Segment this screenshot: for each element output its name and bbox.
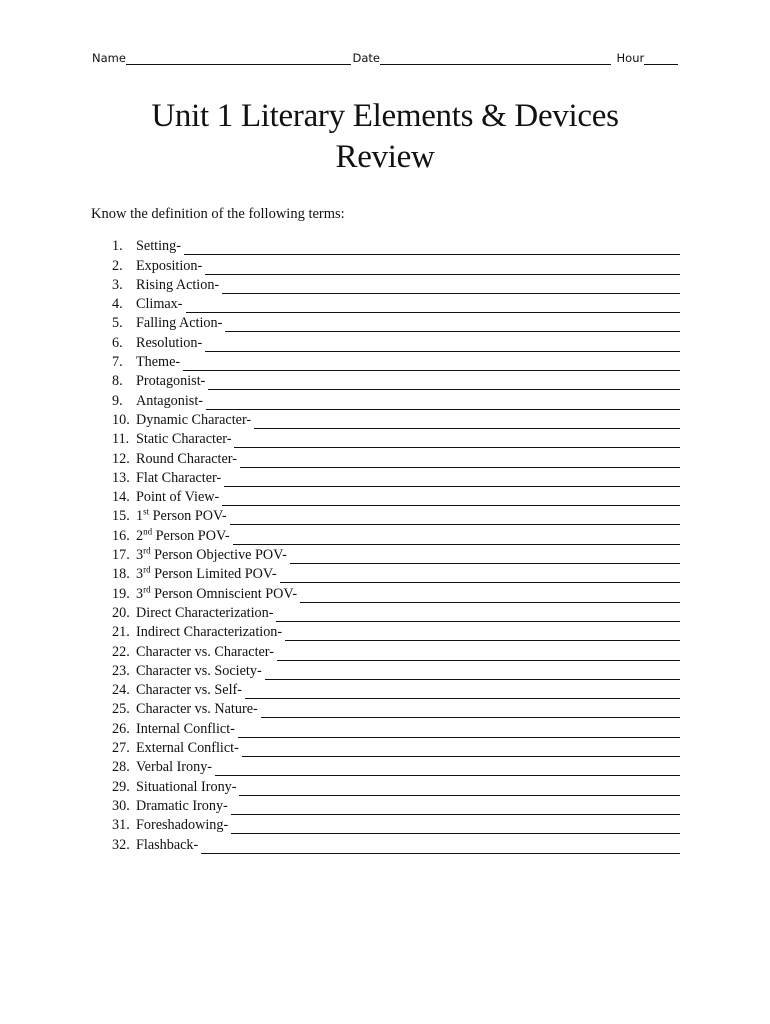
- term-label: [136, 682, 242, 699]
- item-number: 19.: [112, 585, 130, 602]
- item-number: 5.: [112, 315, 123, 332]
- item-number: 24.: [112, 682, 130, 699]
- term-text: Character vs. Society-: [136, 662, 262, 679]
- term-label: [136, 740, 239, 757]
- name-blank[interactable]: [126, 51, 351, 65]
- term-label: [136, 528, 230, 545]
- item-number: 21.: [112, 624, 130, 641]
- term-label: [136, 817, 228, 834]
- list-item: [112, 680, 680, 699]
- answer-line[interactable]: [215, 763, 680, 776]
- list-item: [112, 622, 680, 641]
- item-number: 31.: [112, 817, 130, 834]
- item-number: 10.: [112, 411, 130, 428]
- item-number: 14.: [112, 489, 130, 506]
- list-item: [112, 294, 680, 313]
- term-label: [136, 798, 228, 815]
- item-number: 3.: [112, 276, 123, 293]
- item-number: 12.: [112, 450, 130, 467]
- ordinal-suffix: rd: [143, 583, 151, 594]
- term-text: Verbal Irony-: [136, 759, 213, 776]
- item-number: 30.: [112, 797, 130, 814]
- term-text: Rising Action-: [136, 276, 220, 293]
- term-text-rest: Person POV-: [149, 508, 227, 525]
- item-number: 4.: [112, 296, 123, 313]
- list-item: [112, 583, 680, 602]
- list-item: [112, 313, 680, 332]
- item-number: 7.: [112, 354, 123, 371]
- item-number: 16.: [112, 527, 130, 544]
- page-title: [0, 96, 770, 178]
- answer-line[interactable]: [205, 339, 680, 352]
- list-item: [112, 371, 680, 390]
- term-label: [136, 373, 205, 390]
- term-text: External Conflict-: [136, 740, 239, 757]
- answer-line[interactable]: [186, 300, 681, 313]
- answer-line[interactable]: [277, 648, 680, 661]
- answer-line[interactable]: [254, 416, 680, 429]
- terms-list: [112, 236, 680, 854]
- term-label: [136, 393, 203, 410]
- term-text: Dramatic Irony-: [136, 797, 228, 814]
- list-item: [112, 776, 680, 795]
- term-label: [136, 837, 198, 854]
- term-label: [136, 470, 221, 487]
- item-number: 23.: [112, 662, 130, 679]
- item-number: 26.: [112, 720, 130, 737]
- ordinal-suffix: rd: [143, 545, 151, 556]
- term-text: 3: [136, 585, 144, 602]
- list-item: [112, 236, 680, 255]
- item-number: 8.: [112, 373, 123, 390]
- item-number: 25.: [112, 701, 130, 718]
- term-label: [136, 779, 236, 796]
- list-item: [112, 410, 680, 429]
- term-text: Falling Action-: [136, 315, 223, 332]
- list-item: [112, 390, 680, 409]
- answer-line[interactable]: [245, 686, 680, 699]
- answer-line[interactable]: [240, 455, 680, 468]
- list-item: [112, 796, 680, 815]
- answer-line[interactable]: [242, 744, 680, 757]
- list-item: [112, 641, 680, 660]
- term-label: [136, 624, 282, 641]
- term-label: [136, 335, 202, 352]
- answer-line[interactable]: [208, 377, 680, 390]
- ordinal-suffix: rd: [143, 564, 151, 575]
- term-text: 2: [136, 527, 144, 544]
- term-text: Antagonist-: [136, 392, 203, 409]
- answer-line[interactable]: [231, 802, 680, 815]
- answer-line[interactable]: [238, 725, 680, 738]
- list-item: [112, 429, 680, 448]
- answer-line[interactable]: [265, 667, 680, 680]
- ordinal-suffix: st: [143, 506, 150, 517]
- instructions: Know the definition of the following terms:: [91, 206, 345, 222]
- term-text-rest: Person Objective POV-: [150, 547, 287, 564]
- item-number: 13.: [112, 469, 130, 486]
- term-label: [136, 759, 212, 776]
- term-label: [136, 583, 298, 603]
- term-label: [136, 431, 231, 448]
- item-number: 20.: [112, 604, 130, 621]
- list-item: [112, 757, 680, 776]
- term-text: Character vs. Nature-: [136, 701, 258, 718]
- term-label: [136, 663, 262, 680]
- name-label: Name: [92, 51, 126, 65]
- term-text: Setting-: [136, 238, 181, 255]
- term-text: Climax-: [136, 296, 183, 313]
- term-text: Resolution-: [136, 334, 203, 351]
- item-number: 15.: [112, 508, 130, 525]
- list-item: [112, 699, 680, 718]
- answer-line[interactable]: [231, 821, 680, 834]
- term-text: Direct Characterization-: [136, 604, 274, 621]
- list-item: [112, 718, 680, 737]
- term-text: Flat Character-: [136, 469, 222, 486]
- answer-line[interactable]: [285, 628, 680, 641]
- term-text: Theme-: [136, 354, 181, 371]
- term-text: Character vs. Character-: [136, 643, 274, 660]
- item-number: 28.: [112, 759, 130, 776]
- item-number: 27.: [112, 740, 130, 757]
- term-text-rest: Person Omniscient POV-: [150, 585, 298, 602]
- term-text: 3: [136, 547, 144, 564]
- term-text-rest: Person POV-: [152, 527, 230, 544]
- item-number: 32.: [112, 836, 130, 853]
- term-text: Dynamic Character-: [136, 411, 252, 428]
- answer-line[interactable]: [290, 551, 680, 564]
- list-item: [112, 487, 680, 506]
- term-text: 3: [136, 566, 144, 583]
- answer-line[interactable]: [230, 512, 680, 525]
- list-item: [112, 255, 680, 274]
- list-item: [112, 738, 680, 757]
- list-item: [112, 834, 680, 853]
- term-label: [136, 315, 222, 332]
- ordinal-suffix: nd: [143, 526, 153, 537]
- answer-line[interactable]: [206, 397, 680, 410]
- list-item: [112, 603, 680, 622]
- list-item: [112, 352, 680, 371]
- answer-line[interactable]: [280, 570, 680, 583]
- term-text: Static Character-: [136, 431, 232, 448]
- term-label: [136, 258, 202, 275]
- item-number: 18.: [112, 566, 130, 583]
- list-item: [112, 506, 680, 525]
- hour-blank[interactable]: [644, 51, 678, 65]
- term-label: [136, 238, 181, 255]
- item-number: 22.: [112, 643, 130, 660]
- term-label: [136, 412, 251, 429]
- answer-line[interactable]: [222, 493, 680, 506]
- list-item: [112, 564, 680, 583]
- item-number: 9.: [112, 392, 123, 409]
- term-label: [136, 701, 258, 718]
- term-text-rest: Person Limited POV-: [150, 566, 277, 583]
- term-text: Round Character-: [136, 450, 237, 467]
- term-text: Flashback-: [136, 836, 199, 853]
- term-text: 1: [136, 508, 144, 525]
- list-item: [112, 275, 680, 294]
- term-text: Exposition-: [136, 257, 203, 274]
- list-item: [112, 661, 680, 680]
- term-label: [136, 508, 227, 525]
- answer-line[interactable]: [225, 319, 680, 332]
- title-line-2: Review: [335, 139, 435, 175]
- answer-line[interactable]: [184, 242, 680, 255]
- item-number: 29.: [112, 778, 130, 795]
- header-fields: [92, 47, 680, 65]
- answer-line[interactable]: [205, 262, 680, 275]
- list-item: [112, 332, 680, 351]
- term-label: [136, 721, 235, 738]
- item-number: 1.: [112, 238, 123, 255]
- list-item: [112, 545, 680, 564]
- answer-line[interactable]: [224, 474, 680, 487]
- term-label: [136, 451, 237, 468]
- item-number: 17.: [112, 547, 130, 564]
- answer-line[interactable]: [233, 532, 680, 545]
- answer-line[interactable]: [300, 590, 680, 603]
- answer-line[interactable]: [222, 281, 680, 294]
- answer-line[interactable]: [201, 841, 680, 854]
- term-label: [136, 296, 183, 313]
- item-number: 6.: [112, 334, 123, 351]
- term-text: Situational Irony-: [136, 778, 237, 795]
- term-text: Character vs. Self-: [136, 682, 242, 699]
- term-label: [136, 605, 273, 622]
- term-text: Foreshadowing-: [136, 817, 229, 834]
- title-line-1: Unit 1 Literary Elements & Devices: [151, 98, 619, 134]
- list-item: [112, 525, 680, 544]
- item-number: 11.: [112, 431, 130, 448]
- answer-line[interactable]: [183, 358, 680, 371]
- date-label: Date: [352, 51, 380, 65]
- term-label: [136, 489, 219, 506]
- item-number: 2.: [112, 257, 123, 274]
- list-item: [112, 468, 680, 487]
- term-label: [136, 277, 219, 294]
- term-text: Point of View-: [136, 489, 220, 506]
- term-label: [136, 547, 287, 564]
- list-item: [112, 815, 680, 834]
- answer-line[interactable]: [239, 783, 680, 796]
- answer-line[interactable]: [276, 609, 680, 622]
- term-text: Protagonist-: [136, 373, 206, 390]
- term-label: [136, 566, 277, 583]
- term-label: [136, 644, 274, 661]
- term-text: Internal Conflict-: [136, 720, 235, 737]
- term-label: [136, 354, 180, 371]
- hour-label: Hour: [616, 51, 645, 65]
- answer-line[interactable]: [261, 705, 680, 718]
- answer-line[interactable]: [234, 435, 680, 448]
- list-item: [112, 448, 680, 467]
- date-blank[interactable]: [380, 51, 611, 65]
- term-text: Indirect Characterization-: [136, 624, 283, 641]
